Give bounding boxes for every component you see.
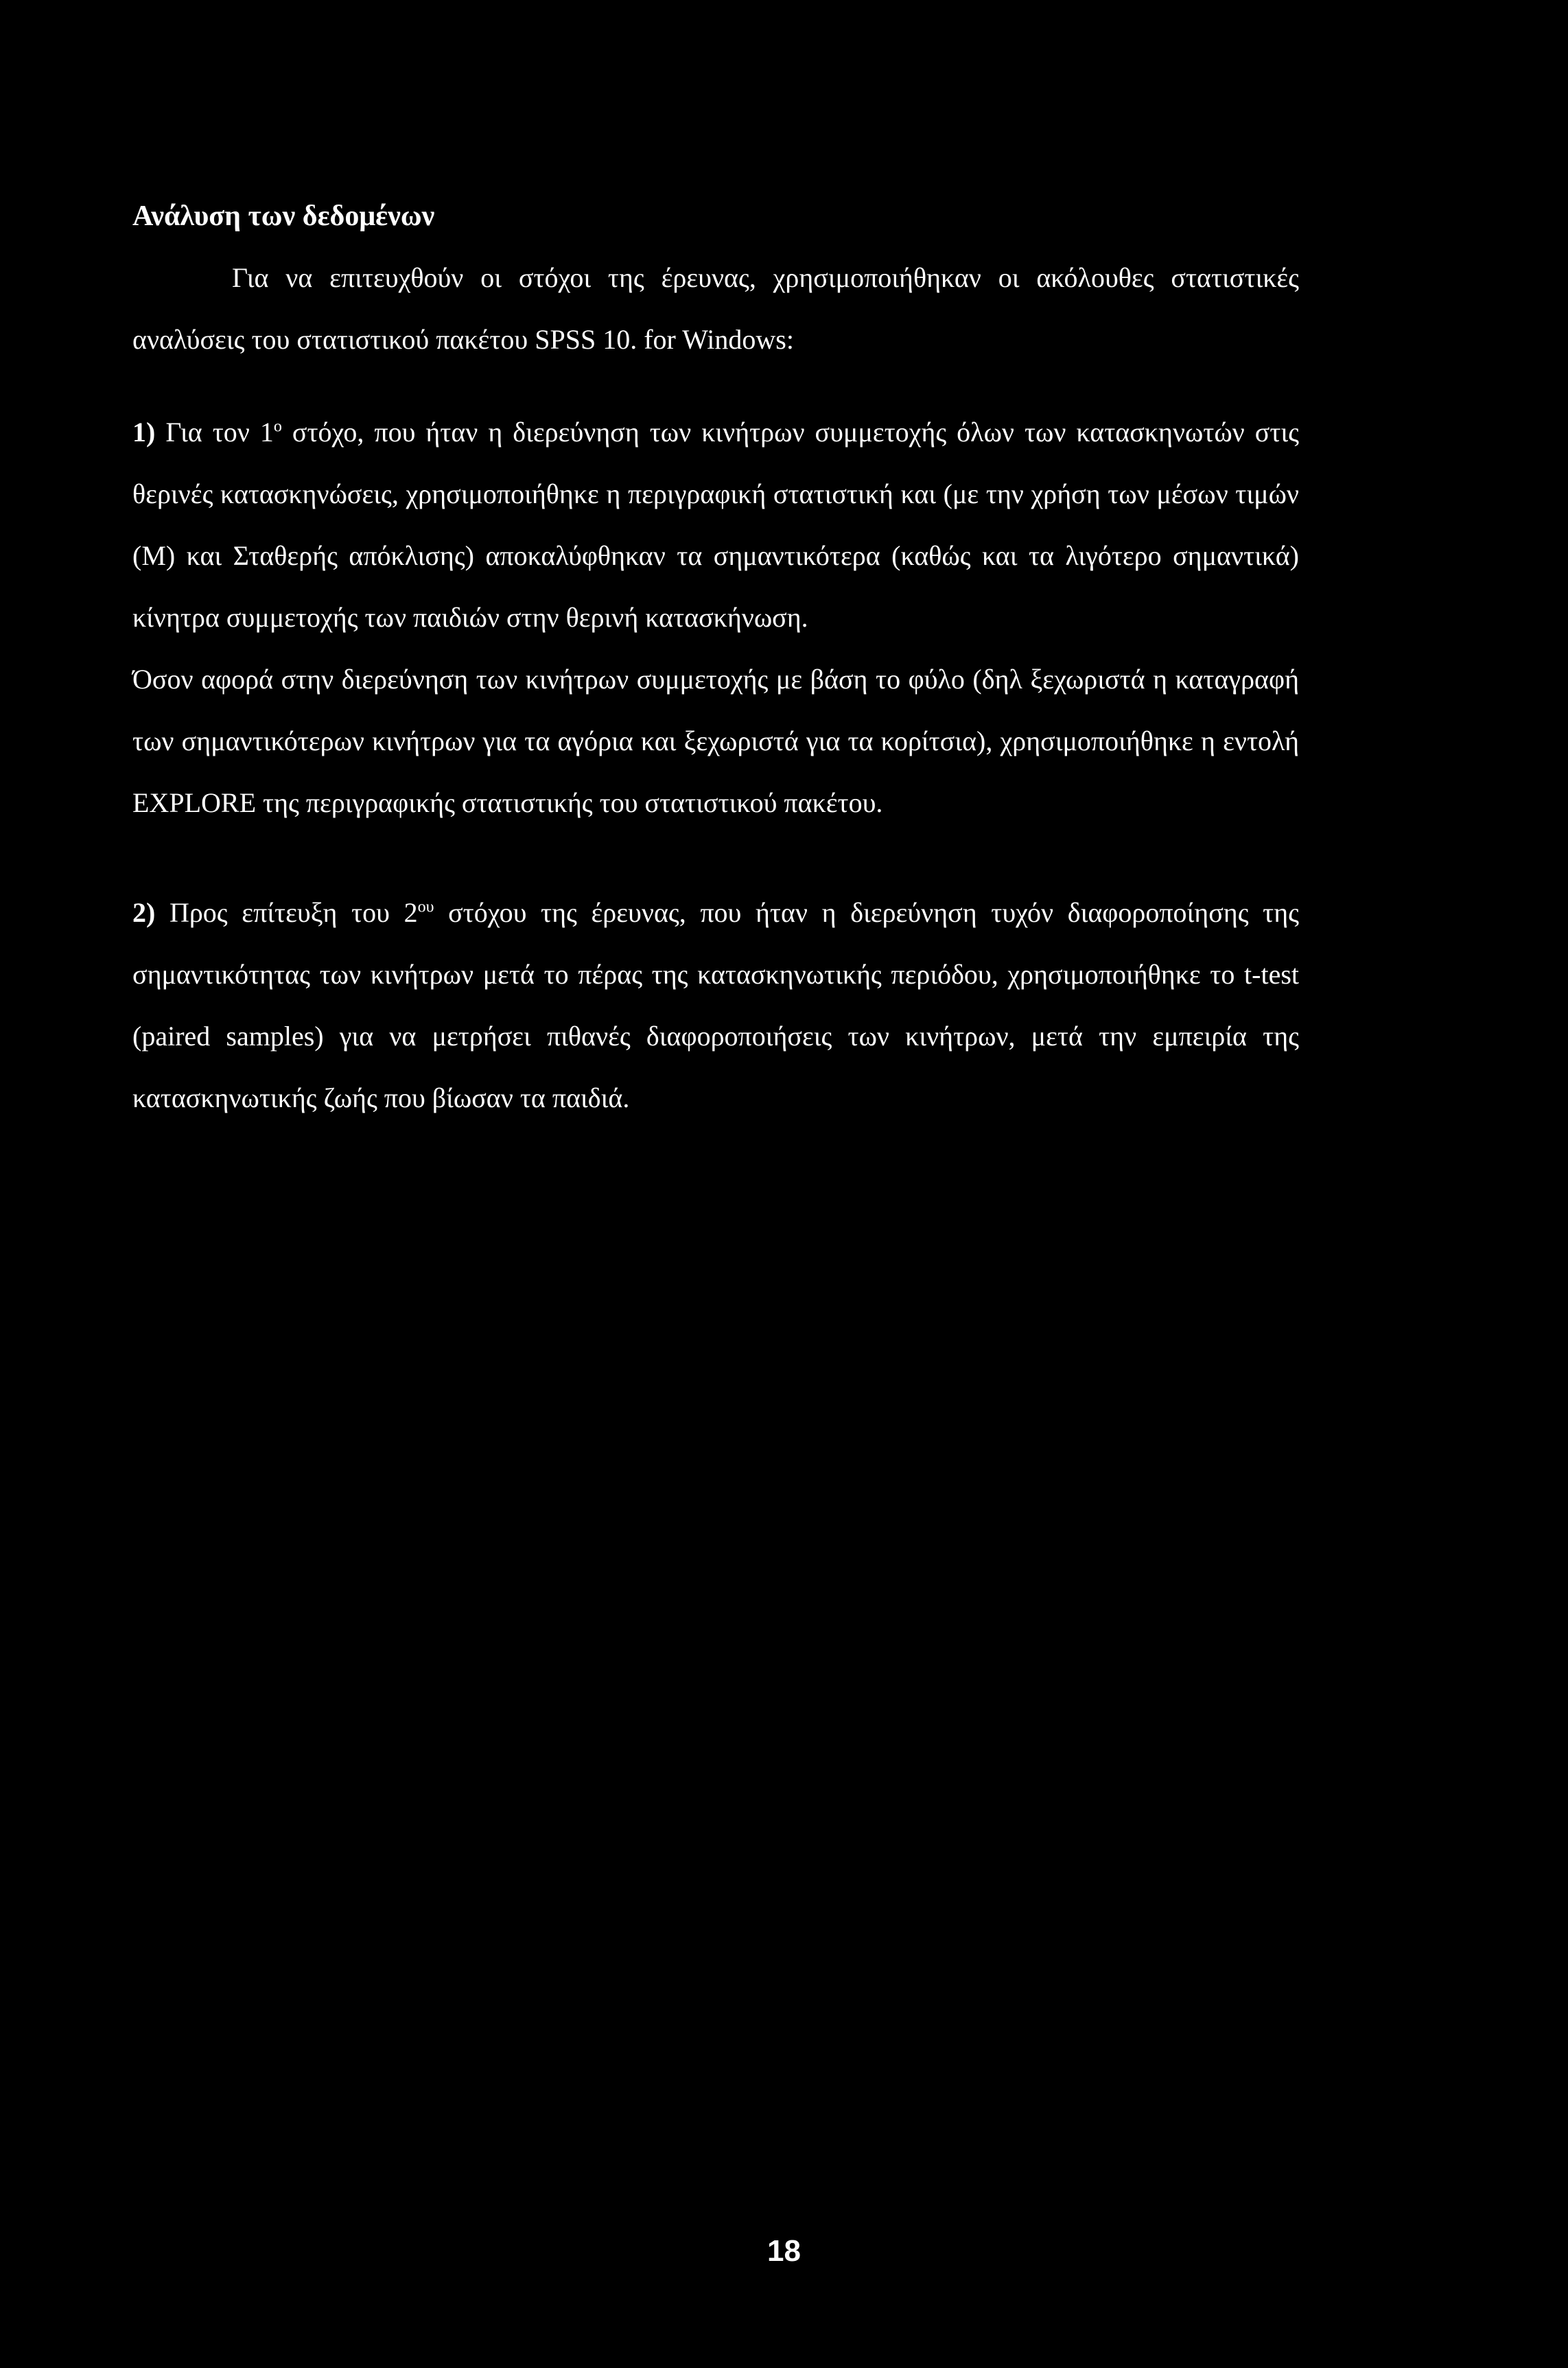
item-1-followup-paragraph: Όσον αφορά στην διερεύνηση των κινήτρων συμμετοχής με βάση το φύλο (δηλ ξεχωριστά η καταγραφή των σημαντικότερων κινήτρων για τα αγόρια και ξεχωριστά για τα κορίτσια), χρησιμοποιήθηκε η εντολή EXPLORE της περιγραφικής στατιστικής του στατιστικού πακέτου. (132, 664, 1299, 818)
item-1-paragraph (132, 402, 1299, 649)
item-1-text: στόχο, που ήταν η διερεύνηση των κινήτρων συμμετοχής όλων των κατασκηνωτών στις θερινές κατασκηνώσεις, χρησιμοποιήθηκε η περιγραφική στατιστική και (με την χρήση των μέσων τιμών (M) και Σταθερής απόκλισης) αποκαλύφθηκαν τα σημαντικότερα (καθώς και τα λιγότερο σημαντικά) κίνητρα συμμετοχής των παιδιών στην θερινή κατασκήνωση. (132, 417, 1299, 633)
page-number: 18 (767, 2234, 801, 2268)
intro-paragraph: Για να επιτευχθούν οι στόχοι της έρευνας, χρησιμοποιήθηκαν οι ακόλουθες στατιστικές αναλύσεις του στατιστικού πακέτου SPSS 10. for Windows: (132, 262, 1299, 355)
section-heading: Ανάλυση των δεδομένων (132, 200, 435, 232)
item-2-text: στόχου της έρευνας, που ήταν η διερεύνηση τυχόν διαφοροποίησης της σημαντικότητας των κινήτρων μετά το πέρας της κατασκηνωτικής περιόδου, χρησιμοποιήθηκε το t-test (paired samples) για να μετρήσει πιθανές διαφοροποιήσεις των κινήτρων, μετά την εμπειρία της κατασκηνωτικής ζωής που βίωσαν τα παιδιά. (132, 897, 1299, 1113)
spacer (132, 834, 1299, 882)
item-2-superscript: ου (417, 898, 434, 916)
item-2-prefix: Προς επίτευξη του 2 (155, 897, 418, 928)
item-2-paragraph (132, 882, 1299, 1129)
item-1-number: 1) (132, 417, 156, 448)
page-content (132, 185, 1299, 1129)
item-1-superscript: ο (273, 417, 282, 436)
item-1-prefix: Για τον 1 (155, 417, 274, 448)
item-2-number: 2) (132, 897, 156, 928)
spacer (132, 371, 1299, 402)
